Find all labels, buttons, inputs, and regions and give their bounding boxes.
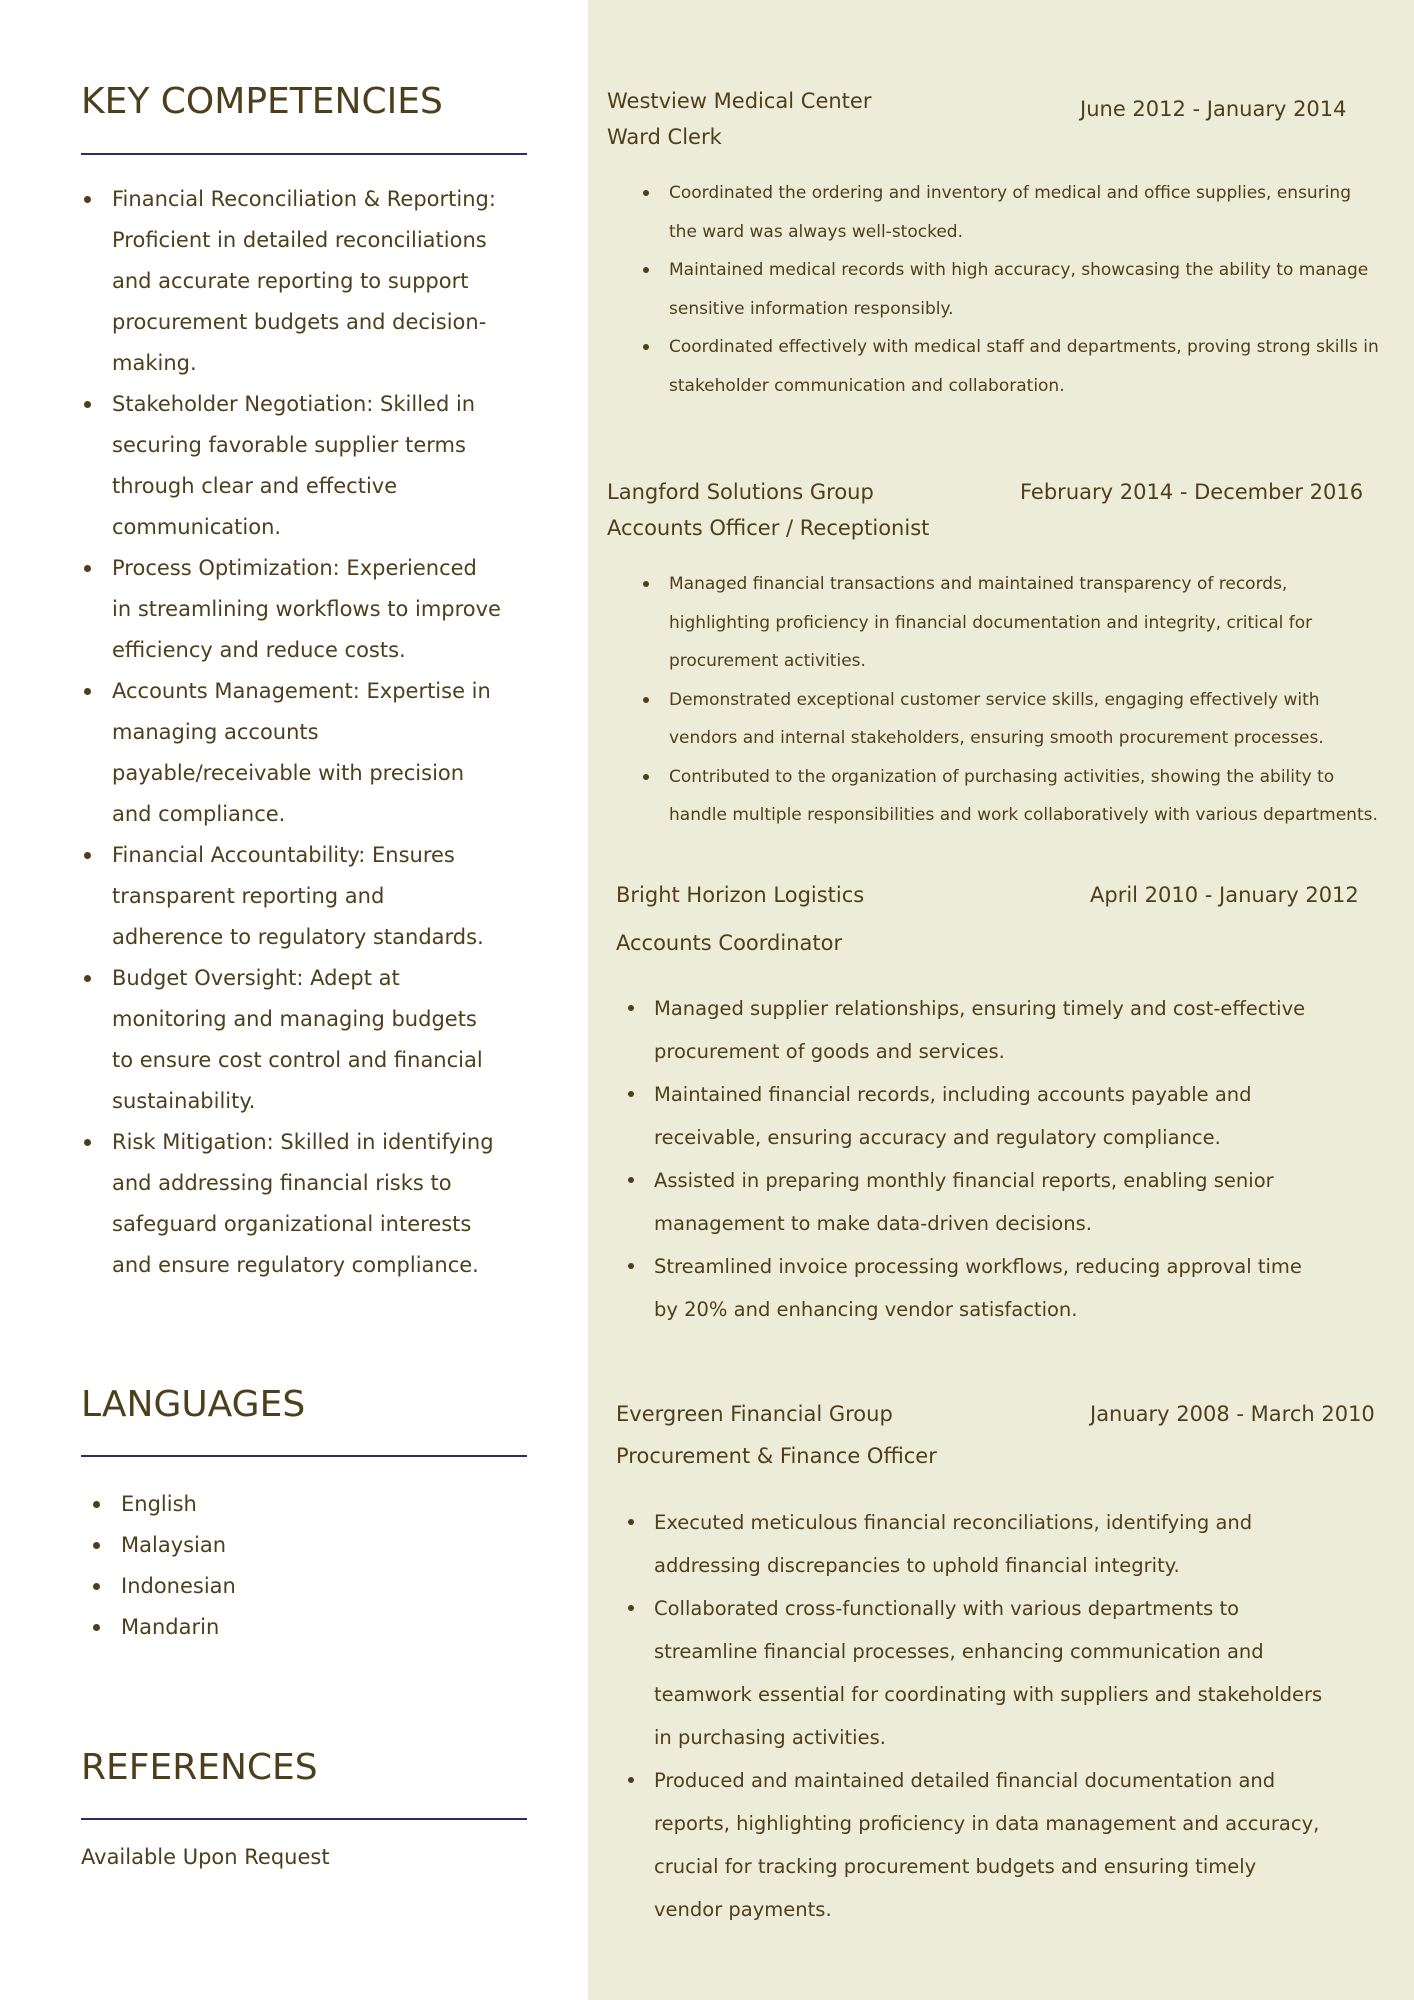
job-company: Westview Medical Center [607,89,872,113]
job-bullet: Streamlined invoice processing workflows, reducing approval time by 20% and enhancing vendor satisfaction. [628,1245,1328,1331]
competency-item: Stakeholder Negotiation: Skilled in securing favorable supplier terms through clear and effective communication. [81,384,501,548]
competency-item: Risk Mitigation: Skilled in identifying and addressing financial risks to safeguard organizational interests and ensure regulatory compliance. [81,1122,501,1286]
job-bullet: Coordinated effectively with medical staff and departments, proving strong skills in stakeholder communication and collaboration. [643,328,1383,405]
languages-section [81,1383,527,1639]
job-dates: February 2014 - December 2016 [1020,480,1364,504]
job-role: Ward Clerk [607,125,722,149]
job-bullet: Demonstrated exceptional customer service skills, engaging effectively with vendors and internal stakeholders, ensuring smooth procurement processes. [643,681,1383,758]
job-role: Accounts Officer / Receptionist [607,516,930,540]
language-item: Mandarin [81,1607,236,1648]
references-text: Available Upon Request [81,1845,330,1869]
job-dates: April 2010 - January 2012 [1090,883,1359,907]
job-bullet: Maintained medical records with high accuracy, showcasing the ability to manage sensitive information responsibly. [643,251,1383,328]
competency-item: Process Optimization: Experienced in streamlining workflows to improve efficiency and reduce costs. [81,548,501,671]
job-role: Procurement & Finance Officer [616,1444,937,1468]
section-divider [81,1818,527,1820]
job-role: Accounts Coordinator [616,931,843,955]
job-dates: June 2012 - January 2014 [1080,97,1347,121]
competency-item: Financial Accountability: Ensures transparent reporting and adherence to regulatory standards. [81,835,501,958]
competency-item: Financial Reconciliation & Reporting: Proficient in detailed reconciliations and accurate reporting to support procurement budgets and decision-making. [81,179,501,384]
job-bullet: Maintained financial records, including accounts payable and receivable, ensuring accuracy and regulatory compliance. [628,1073,1328,1159]
job-bullet: Executed meticulous financial reconciliations, identifying and addressing discrepancies to uphold financial integrity. [628,1501,1328,1587]
job-bullet: Managed financial transactions and maintained transparency of records, highlighting proficiency in financial documentation and integrity, critical for procurement activities. [643,565,1383,681]
job-bullet: Coordinated the ordering and inventory of medical and office supplies, ensuring the ward was always well-stocked. [643,174,1383,251]
competency-item: Accounts Management: Expertise in managing accounts payable/receivable with precision and compliance. [81,671,501,835]
competency-item: Budget Oversight: Adept at monitoring and managing budgets to ensure cost control and financial sustainability. [81,958,501,1122]
job-company: Langford Solutions Group [607,480,874,504]
job-bullets [643,174,1383,405]
language-item: Malaysian [81,1525,236,1566]
languages-list [81,1484,236,1648]
job-bullets [628,987,1328,1331]
language-item: English [81,1484,236,1525]
job-bullets [643,565,1383,835]
right-column [588,0,1414,2000]
references-section [81,1746,527,1869]
competencies-list [81,179,501,1286]
key-competencies-section [81,80,527,1277]
section-divider [81,1455,527,1457]
job-bullet: Collaborated cross-functionally with various departments to streamline financial processes, enhancing communication and teamwork essential for coordinating with suppliers and stakeholders in purchasing activities. [628,1587,1328,1759]
section-divider [81,153,527,155]
job-bullet: Contributed to the organization of purchasing activities, showing the ability to handle multiple responsibilities and work collaboratively with various departments. [643,758,1383,835]
job-dates: January 2008 - March 2010 [1090,1402,1375,1426]
job-bullet: Produced and maintained detailed financial documentation and reports, highlighting proficiency in data management and accuracy, crucial for tracking procurement budgets and ensuring timely vendor payments. [628,1759,1328,1931]
section-title: LANGUAGES [81,1384,306,1425]
job-company: Evergreen Financial Group [616,1402,893,1426]
job-company: Bright Horizon Logistics [616,883,865,907]
language-item: Indonesian [81,1566,236,1607]
section-title: REFERENCES [81,1747,318,1788]
section-title: KEY COMPETENCIES [81,81,443,122]
left-column [0,0,588,2000]
job-bullet: Managed supplier relationships, ensuring timely and cost-effective procurement of goods and services. [628,987,1328,1073]
job-bullet: Assisted in preparing monthly financial reports, enabling senior management to make data-driven decisions. [628,1159,1328,1245]
job-bullets [628,1501,1328,1931]
